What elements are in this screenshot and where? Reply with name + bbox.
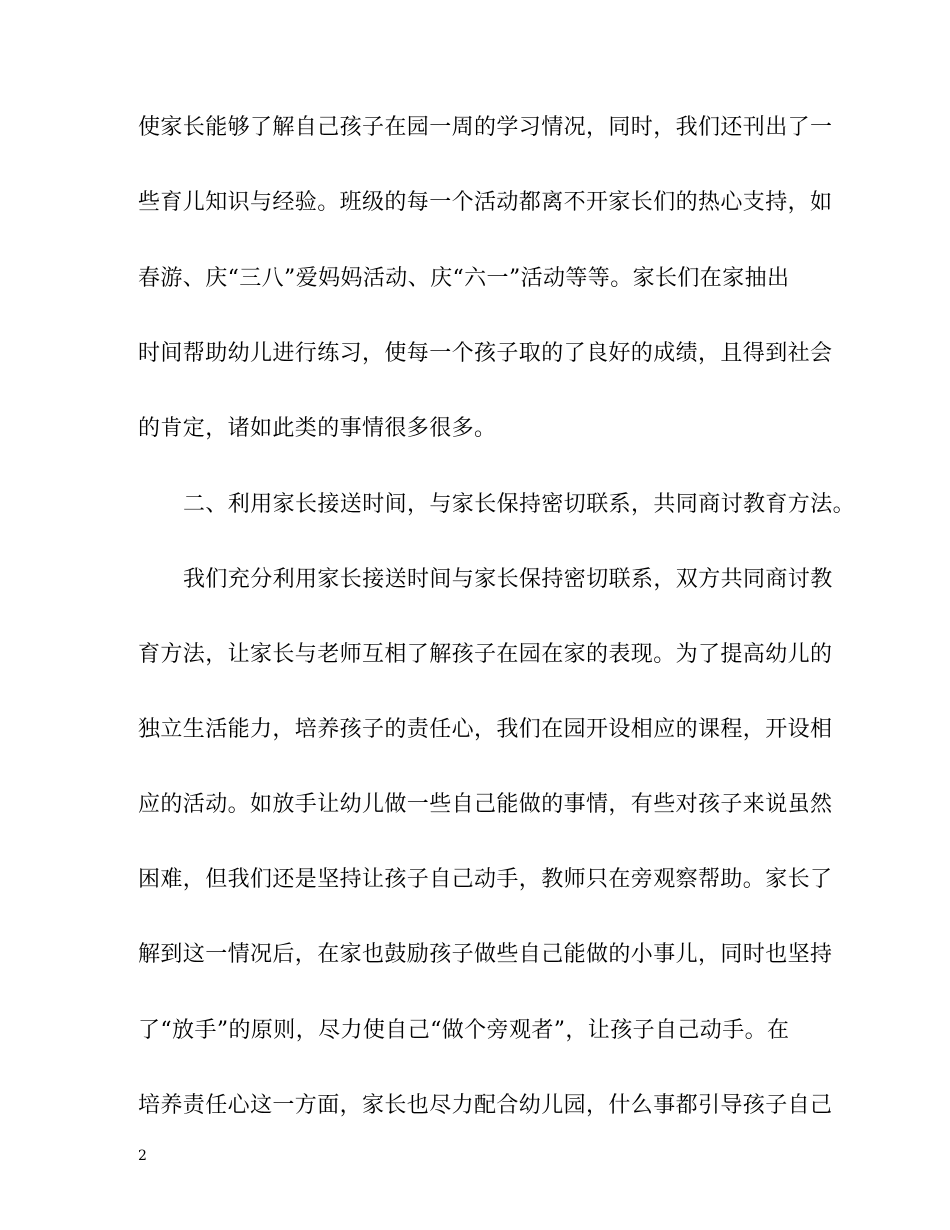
text-line: 些育儿知识与经验。班级的每一个活动都离不开家长们的热心支持，如 xyxy=(138,190,833,215)
text-line: 应的活动。如放手让幼儿做一些自己能做的事情，有些对孩子来说虽然 xyxy=(138,792,833,817)
page-number: 2 xyxy=(138,1148,147,1164)
text-line: 培养责任心这一方面，家长也尽力配合幼儿园，什么事都引导孩子自己 xyxy=(138,1093,833,1118)
text-line: 使家长能够了解自己孩子在园一周的学习情况，同时，我们还刊出了一 xyxy=(138,115,833,140)
text-line: 困难，但我们还是坚持让孩子自己动手，教师只在旁观察帮助。家长了 xyxy=(138,867,833,892)
text-line: 的肯定，诸如此类的事情很多很多。 xyxy=(138,416,497,441)
text-line: 了“放手”的原则，尽力使自己“做个旁观者”，让孩子自己动手。在 xyxy=(138,1018,790,1043)
text-line: 时间帮助幼儿进行练习，使每一个孩子取的了良好的成绩，且得到社会 xyxy=(138,341,833,366)
text-line: 我们充分利用家长接送时间与家长保持密切联系，双方共同商讨教 xyxy=(183,567,833,592)
text-line: 二、利用家长接送时间，与家长保持密切联系，共同商讨教育方法。 xyxy=(183,492,856,517)
text-line: 春游、庆“三八”爱妈妈活动、庆“六一”活动等等。家长们在家抽出 xyxy=(138,266,790,291)
text-line: 独立生活能力，培养孩子的责任心，我们在园开设相应的课程，开设相 xyxy=(138,717,833,742)
text-line: 育方法，让家长与老师互相了解孩子在园在家的表现。为了提高幼儿的 xyxy=(138,642,833,667)
text-line: 解到这一情况后，在家也鼓励孩子做些自己能做的小事儿，同时也坚持 xyxy=(138,942,833,967)
